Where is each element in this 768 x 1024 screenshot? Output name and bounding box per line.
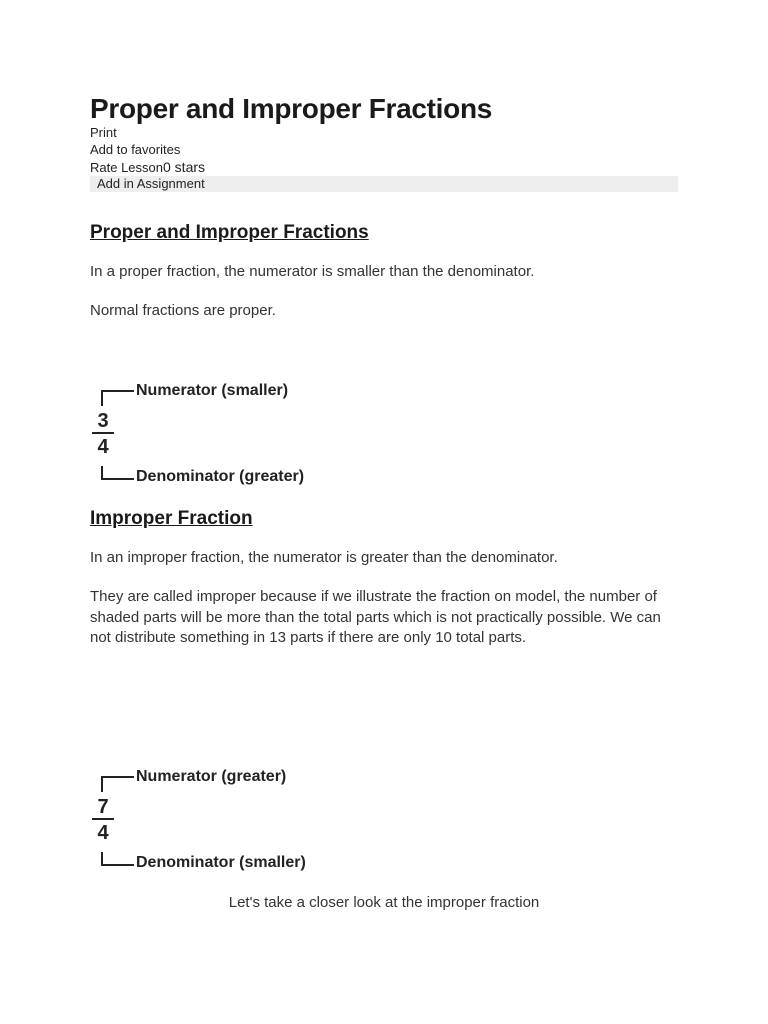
improper-explanation-text: They are called improper because if we illustrate the fraction on model, the number of shaded parts will be more than the total parts which is not practically possible. We can not distribute something in 13 parts if there are only 10 total parts. (90, 588, 661, 646)
numerator-label: Numerator (greater) (136, 768, 287, 785)
fraction-bar (92, 432, 114, 434)
denominator-bracket (101, 466, 134, 480)
denominator-bracket (101, 852, 134, 866)
print-link[interactable]: Print (90, 125, 117, 140)
proper-normal-text: Normal fractions are proper. (90, 302, 276, 319)
fraction-numerator: 7 (97, 796, 109, 818)
improper-fraction-diagram (90, 768, 350, 871)
numerator-bracket (101, 776, 134, 792)
rate-lesson-label: Rate Lesson (90, 160, 163, 175)
page-title: Proper and Improper Fractions (90, 93, 493, 124)
rate-stars-value[interactable]: 0 stars (163, 159, 206, 175)
add-to-favorites-link[interactable]: Add to favorites (90, 142, 181, 157)
fraction-denominator: 4 (97, 436, 109, 458)
proper-fractions-heading: Proper and Improper Fractions (90, 222, 369, 243)
denominator-label: Denominator (greater) (136, 468, 305, 485)
fraction-denominator: 4 (97, 822, 109, 844)
add-in-assignment-button[interactable]: Add in Assignment (90, 176, 678, 192)
numerator-label: Numerator (smaller) (136, 382, 289, 399)
denominator-label: Denominator (smaller) (136, 854, 306, 871)
fraction-numerator: 3 (97, 410, 109, 432)
rate-lesson[interactable] (90, 159, 205, 176)
fraction-bar (92, 818, 114, 820)
proper-fraction-diagram (90, 382, 350, 485)
improper-definition-text: In an improper fraction, the numerator is greater than the denominator. (90, 549, 558, 566)
closer-look-caption: Let's take a closer look at the improper fraction (228, 894, 540, 911)
numerator-bracket (101, 390, 134, 406)
proper-definition-text: In a proper fraction, the numerator is smaller than the denominator. (90, 263, 535, 280)
improper-fraction-heading: Improper Fraction (90, 508, 253, 529)
